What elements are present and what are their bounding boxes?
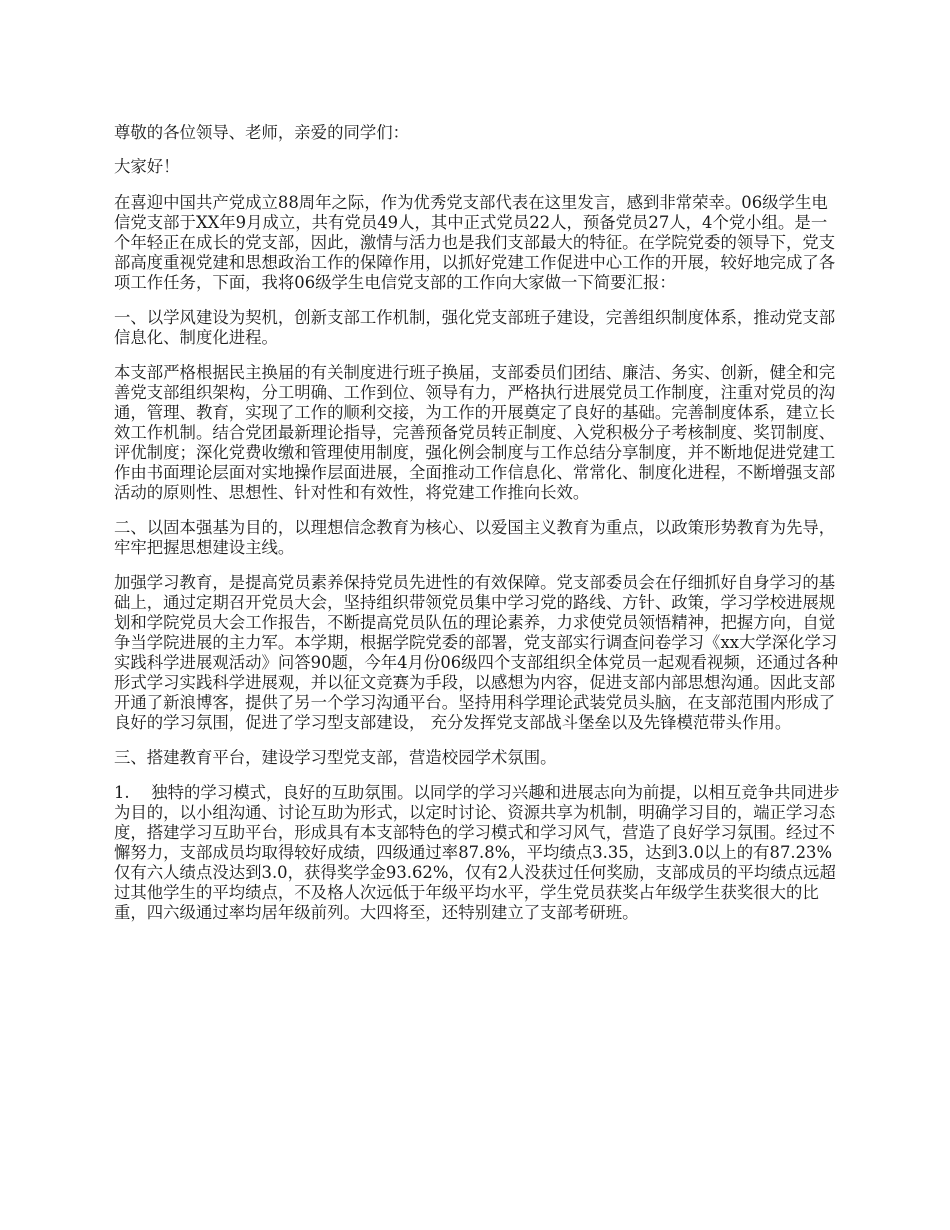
salutation: 尊敬的各位领导、老师，亲爱的同学们： bbox=[114, 123, 410, 142]
section-1-heading: 一、以学风建设为契机，创新支部工作机制，强化党支部班子建设，完善组织制度体系，推动党支部信息化、制度化进程。 bbox=[114, 308, 836, 347]
section-3-item-1: 1. 独特的学习模式，良好的互助氛围。以同学的学习兴趣和进展志向为前提，以相互竞争共同进步为目的，以小组沟通、讨论互助为形式，以定时讨论、资源共享为机制，明确学习目的，端正学习态度，搭建学习互助平台，形成具有本支部特色的学习模式和学习风气，营造了良好学习氛围。经过不懈努力，支部成员均取得较好成绩，四级通过率87.8%，平均绩点3.35，达到3.0以上的有87.23%仅有六人绩点没达到3.0，获得奖学金93.62%，仅有2人没获过任何奖励，支部成员的平均绩点远超过其他学生的平均绩点，不及格人次远低于年级平均水平，学生党员获奖占年级学生获奖很大的比重，四六级通过率均居年级前列。大四将至，还特别建立了支部考研班。 bbox=[114, 783, 840, 922]
document-body bbox=[114, 123, 842, 938]
section-3-heading: 三、搭建教育平台，建设学习型党支部，营造校园学术氛围。 bbox=[114, 748, 557, 767]
section-1-body: 本支部严格根据民主换届的有关制度进行班子换届，支部委员们团结、廉洁、务实、创新，健全和完善党支部组织架构，分工明确、工作到位、领导有力，严格执行进展党员工作制度，注重对党员的沟通，管理、教育，实现了工作的顺利交接，为工作的开展奠定了良好的基础。完善制度体系，建立长效工作机制。结合党团最新理论指导，完善预备党员转正制度、入党积极分子考核制度、奖罚制度、评优制度；深化党费收缴和管理使用制度，强化例会制度与工作总结分享制度，并不断地促进党建工作由书面理论层面对实地操作层面进展，全面推动工作信息化、常常化、制度化进程，不断增强支部活动的原则性、思想性、针对性和有效性，将党建工作推向长效。 bbox=[114, 363, 836, 502]
greeting: 大家好！ bbox=[114, 157, 180, 176]
section-2-body: 加强学习教育，是提高党员素养保持党员先进性的有效保障。党支部委员会在仔细抓好自身学习的基础上，通过定期召开党员大会，坚持组织带领党员集中学习党的路线、方针、政策，学习学校进展规划和学院党员大会工作报告，不断提高党员队伍的理论素养，力求使党员领悟精神，把握方向，自觉争当学院进展的主力军。本学期，根据学院党委的部署，党支部实行调查问卷学习《xx大学深化学习实践科学进展观活动》问答90题，今年4月份06级四个支部组织全体党员一起观看视频，还通过各种形式学习实践科学进展观，并以征文竞赛为手段，以感想为内容，促进支部内部思想沟通。因此支部开通了新浪博客，提供了另一个学习沟通平台。坚持用科学理论武装党员头脑，在支部范围内形成了良好的学习氛围，促进了学习型支部建设， 充分发挥党支部战斗堡垒以及先锋模范带头作用。 bbox=[114, 573, 839, 732]
section-2-heading: 二、以固本强基为目的，以理想信念教育为核心、以爱国主义教育为重点，以政策形势教育为先导，牢牢把握思想建设主线。 bbox=[114, 518, 836, 557]
intro-paragraph: 在喜迎中国共产党成立88周年之际，作为优秀党支部代表在这里发言，感到非常荣幸。06级学生电信党支部于XX年9月成立，共有党员49人，其中正式党员22人，预备党员27人，4个党小组。是一个年轻正在成长的党支部，因此，激情与活力也是我们支部最大的特征。在学院党委的领导下，党支部高度重视党建和思想政治工作的保障作用，以抓好党建工作促进中心工作的开展，较好地完成了各项工作任务，下面，我将06级学生电信党支部的工作向大家做一下简要汇报： bbox=[114, 193, 836, 292]
